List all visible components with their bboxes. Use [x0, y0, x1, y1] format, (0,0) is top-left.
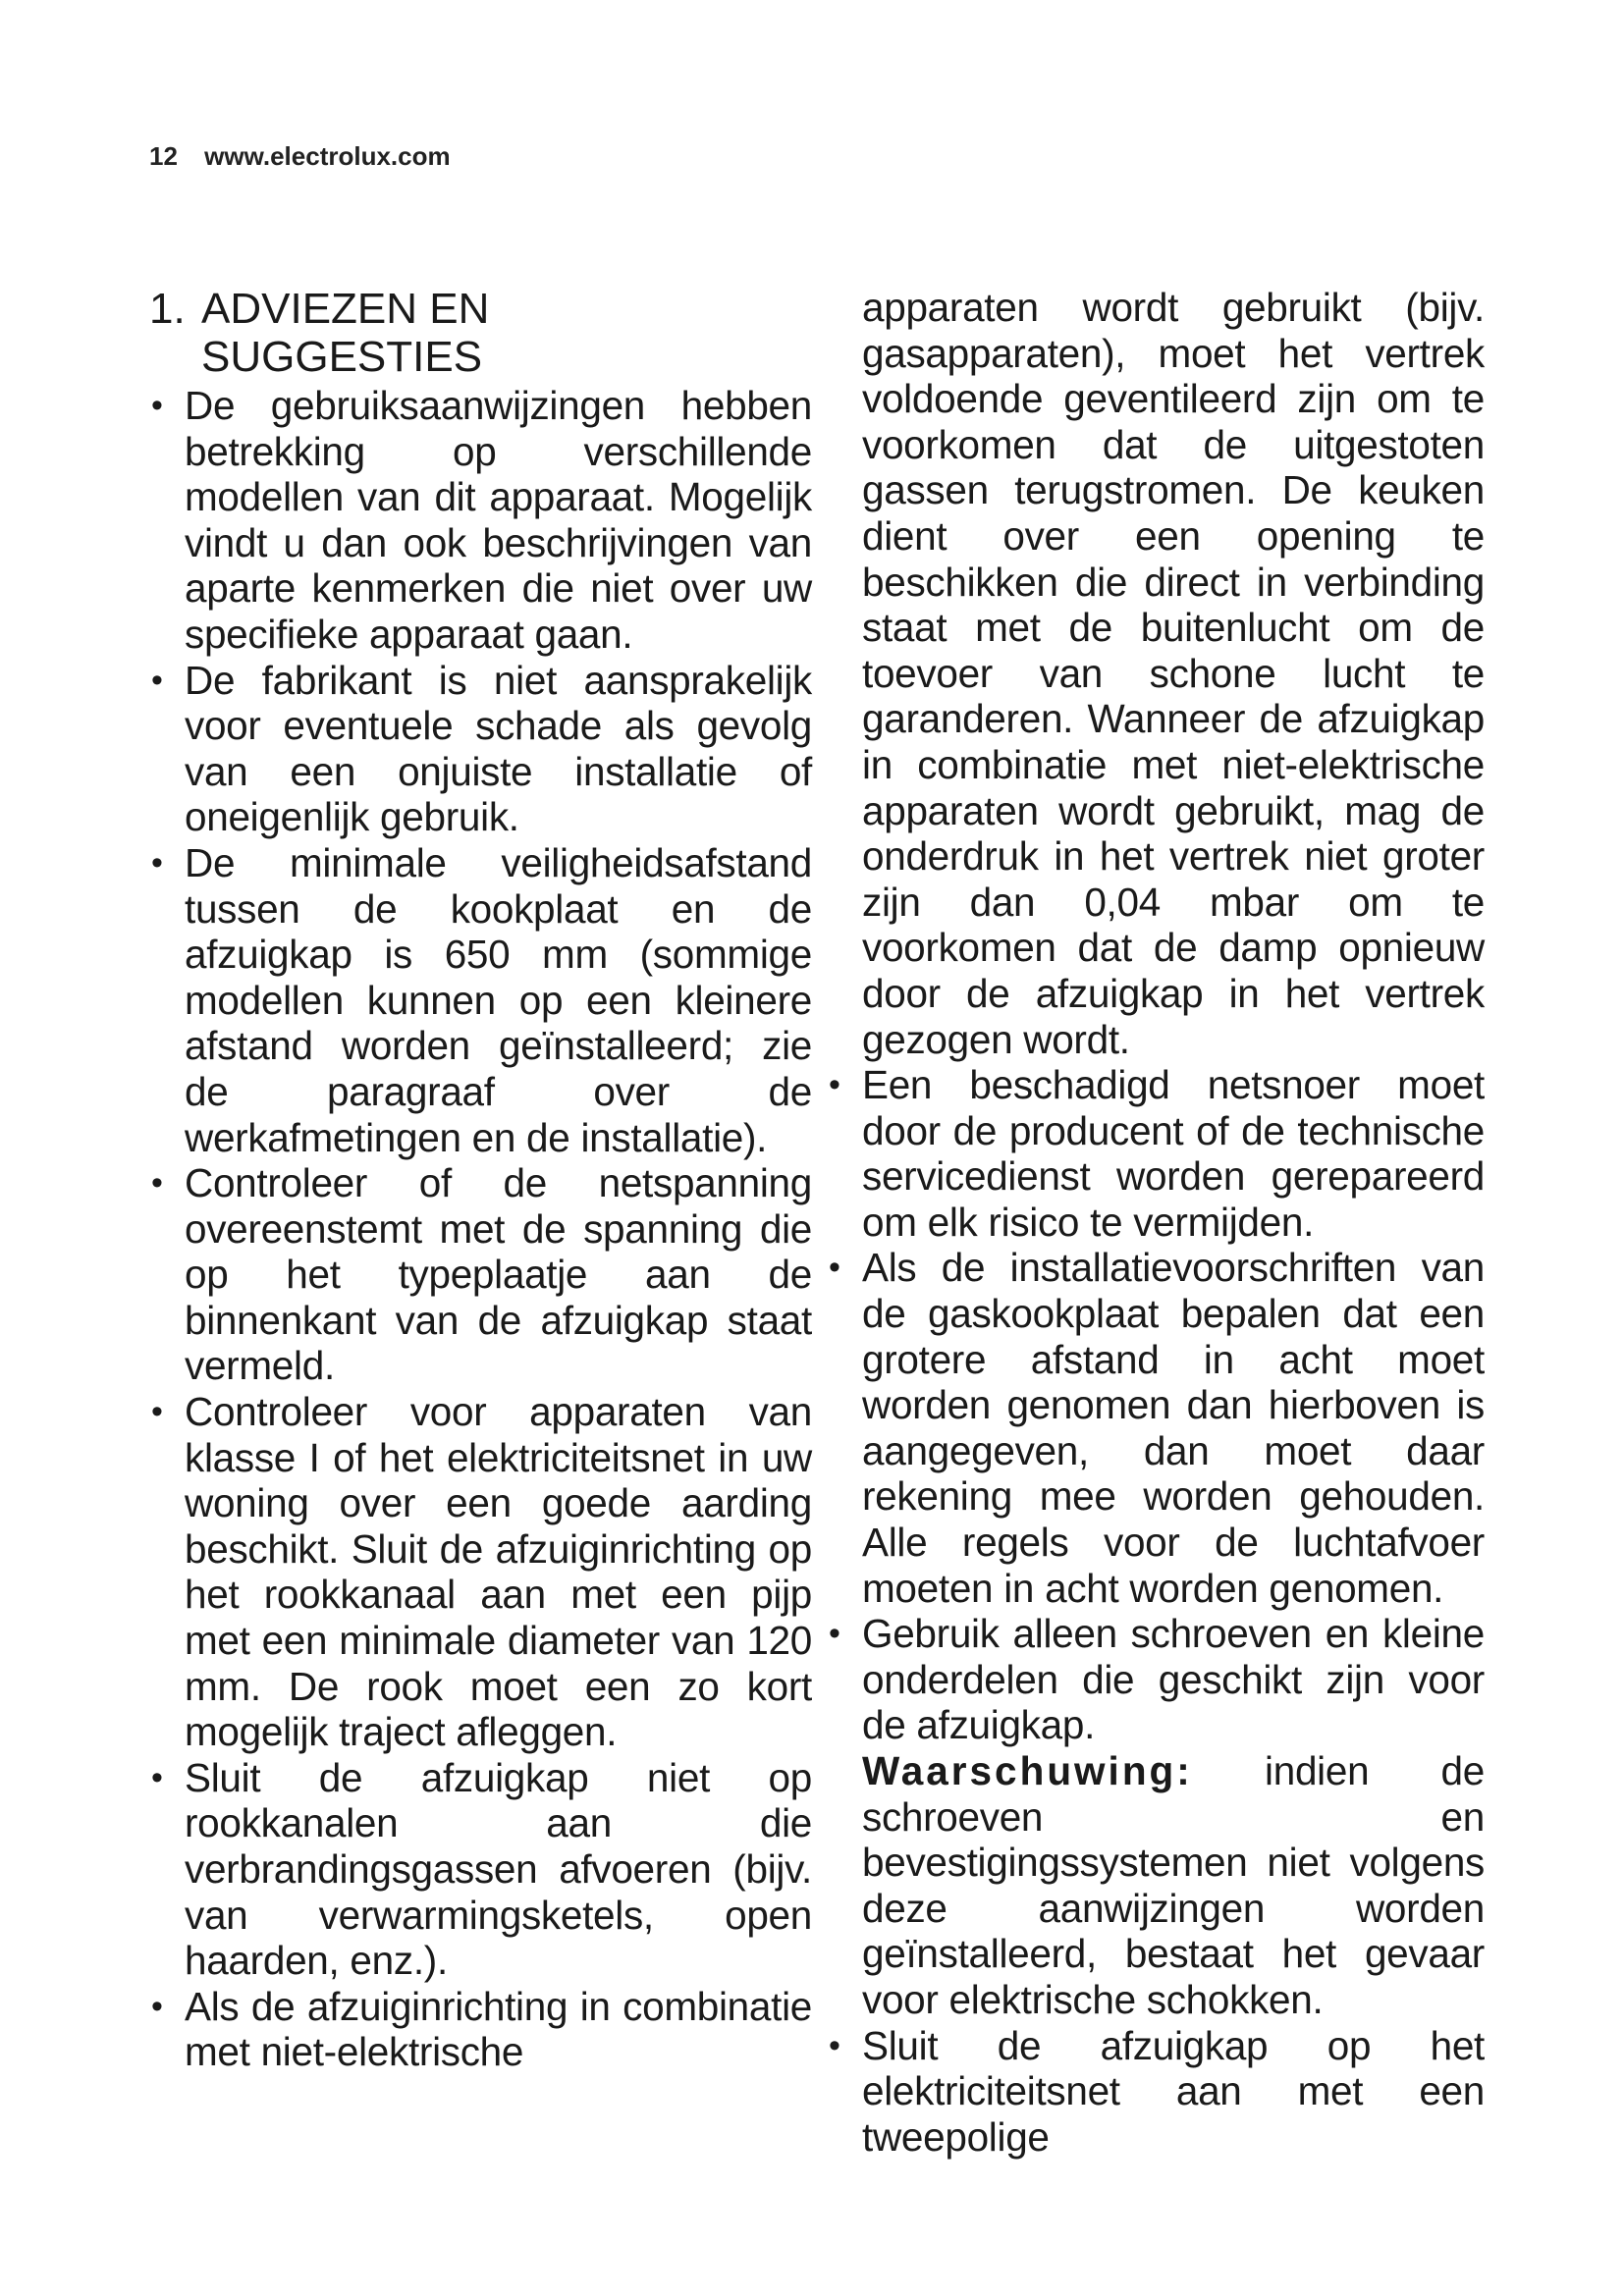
- right-column: [827, 285, 1485, 2160]
- advice-item: • Controleer of de netspanning overeenstemt met de spanning die op het typeplaatje aan de binnenkant van de afzuigkap staat vermeld.: [149, 1160, 812, 1389]
- advice-item: • Controleer voor apparaten van klasse I of het elektriciteitsnet in uw woning over een goede aarding beschikt. Sluit de afzuiginrichting op het rookkanaal aan met een pijp met een minimale diameter van 120 mm. De rook moet een zo kort mogelijk traject afleggen.: [149, 1389, 812, 1755]
- advice-list-left: [149, 383, 812, 2075]
- advice-item: • De minimale veiligheidsafstand tussen de kookplaat en de afzuigkap is 650 mm (sommige modellen kunnen op een kleinere afstand worden geïnstalleerd; zie de paragraaf over de werkafmetingen en de installatie).: [149, 840, 812, 1160]
- advice-item: • Sluit de afzuigkap niet op rookkanalen aan die verbrandingsgassen afvoeren (bijv. van verwarmingsketels, open haarden, enz.).: [149, 1755, 812, 1984]
- section-title-line2: SUGGESTIES: [201, 333, 483, 381]
- page-number: 12: [149, 141, 178, 171]
- section-title-line1: ADVIEZEN EN: [201, 285, 490, 333]
- website-link[interactable]: www.electrolux.com: [204, 141, 451, 171]
- page-header: [149, 141, 451, 172]
- advice-item: • Een beschadigd netsnoer moet door de producent of de technische servicedienst worden gerepareerd om elk risico te vermijden.: [827, 1062, 1485, 1245]
- advice-item: • De fabrikant is niet aansprakelijk voor eventuele schade als gevolg van een onjuiste installatie of oneigenlijk gebruik.: [149, 658, 812, 840]
- warning-paragraph: [827, 1748, 1485, 2023]
- advice-item: • Gebruik alleen schroeven en kleine onderdelen die geschikt zijn voor de afzuigkap.: [827, 1611, 1485, 1748]
- section-title: [149, 285, 812, 381]
- advice-item-continuation: apparaten wordt gebruikt (bijv. gasapparaten), moet het vertrek voldoende geventileerd zijn om te voorkomen dat de uitgestoten gassen terugstromen. De keuken dient over een opening te beschikken die direct in verbinding staat met de buitenlucht om de toevoer van schone lucht te garanderen. Wanneer de afzuigkap in combinatie met niet-elektrische apparaten wordt gebruikt, mag de onderdruk in het vertrek niet groter zijn dan 0,04 mbar om te voorkomen dat de damp opnieuw door de afzuigkap in het vertrek gezogen wordt.: [862, 285, 1485, 1062]
- advice-item: • Als de afzuiginrichting in combinatie met niet-elektrische: [149, 1984, 812, 2075]
- warning-label: Waarschuwing:: [862, 1748, 1193, 1793]
- advice-item: • De gebruiksaanwijzingen hebben betrekking op verschillende modellen van dit apparaat. Mogelijk vindt u dan ook beschrijvingen van aparte kenmerken die niet over uw specifieke apparaat gaan.: [149, 383, 812, 658]
- advice-item: • Als de installatievoorschriften van de gaskookplaat bepalen dat een grotere afstand in acht moet worden genomen dan hierboven is aangegeven, dan moet daar rekening mee worden gehouden. Alle regels voor de luchtafvoer moeten in acht worden genomen.: [827, 1245, 1485, 1611]
- left-column: [149, 285, 812, 2075]
- advice-item: • Sluit de afzuigkap op het elektriciteitsnet aan met een tweepolige: [827, 2023, 1485, 2161]
- advice-list-right: [827, 1062, 1485, 1748]
- advice-list-right-tail: [827, 2023, 1485, 2161]
- warning-text: indien de schroeven en bevestigingssystemen niet volgens deze aanwijzingen worden geïnstalleerd, bestaat het gevaar voor elektrische schokken.: [862, 1748, 1485, 2022]
- section-number: 1.: [149, 285, 186, 333]
